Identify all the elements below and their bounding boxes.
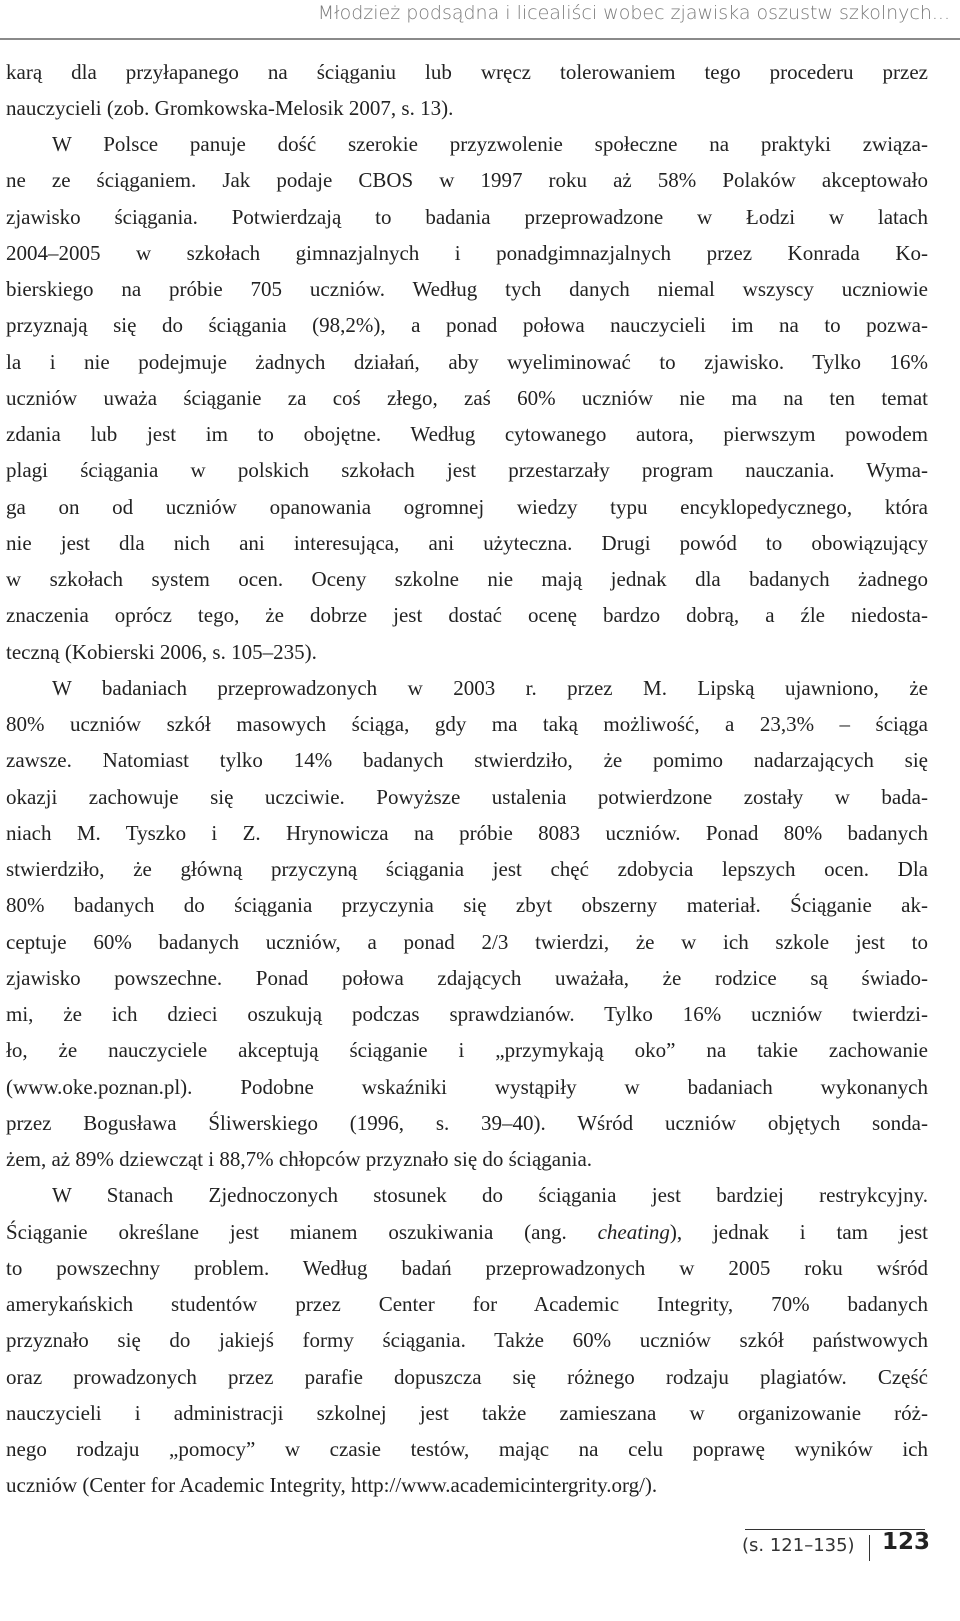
text-line: W Stanach Zjednoczonych stosunek do ściągania jest bardziej restrykcyjny. (52, 1183, 928, 1207)
text-line: znaczenia oprócz tego, że dobrze jest dostać ocenę bardzo dobrą, a źle niedosta- (6, 603, 928, 627)
page-range: (s. 121–135) (742, 1535, 855, 1556)
text-line: Ściąganie określane jest mianem oszukiwania (ang. cheating), jednak i tam jest (6, 1220, 928, 1244)
text-line: nauczycieli i administracji szkolnej jest także zamieszana w organizowanie róż- (6, 1401, 928, 1425)
text-line: niach M. Tyszko i Z. Hrynowicza na próbie 8083 uczniów. Ponad 80% badanych (6, 821, 928, 845)
text-line: ga on od uczniów opanowania ogromnej wiedzy typu encyklopedycznego, która (6, 495, 928, 519)
text-line: amerykańskich studentów przez Center for Academic Integrity, 70% badanych (6, 1292, 928, 1316)
text-line: zdania lub jest im to obojętne. Według cytowanego autora, pierwszym powodem (6, 422, 928, 446)
text-line: zjawisko powszechne. Ponad połowa zdających uważała, że rodzice są świado- (6, 966, 928, 990)
text-line: plagi ściągania w polskich szkołach jest przestarzały program nauczania. Wyma- (6, 458, 928, 482)
text-line: 80% badanych do ściągania przyczynia się zbyt obszerny materiał. Ściąganie ak- (6, 893, 928, 917)
text-line: zjawisko ściągania. Potwierdzają to badania przeprowadzone w Łodzi w latach (6, 205, 928, 229)
text-line: przyznało się do jakiejś formy ściągania. Także 60% uczniów szkół państwowych (6, 1328, 928, 1352)
text-line: ceptuje 60% badanych uczniów, a ponad 2/3 twierdzi, że w ich szkole jest to (6, 930, 928, 954)
text-line: karą dla przyłapanego na ściąganiu lub wręcz tolerowaniem tego procederu przez (6, 60, 928, 84)
text-line: bierskiego na próbie 705 uczniów. Według tych danych niemal wszyscy uczniowie (6, 277, 928, 301)
text-line: to powszechny problem. Według badań przeprowadzonych w 2005 roku wśród (6, 1256, 928, 1280)
text-line: uczniów uważa ściąganie za coś złego, zaś 60% uczniów nie ma na ten temat (6, 386, 928, 410)
text-line: oraz prowadzonych przez parafie dopuszcza się różnego rodzaju plagiatów. Część (6, 1365, 928, 1389)
text-line: w szkołach system ocen. Oceny szkolne nie mają jednak dla badanych żadnego (6, 567, 928, 591)
text-line: przyznają się do ściągania (98,2%), a ponad połowa nauczycieli im na to pozwa- (6, 313, 928, 337)
header-rule (0, 38, 960, 40)
page-number: 123 (882, 1529, 931, 1555)
running-header: Młodzież podsądna i licealiści wobec zjawiska oszustw szkolnych... (317, 2, 950, 24)
text-line: uczniów (Center for Academic Integrity, http://www.academicintergrity.org/). (6, 1473, 658, 1497)
text-line: 2004–2005 w szkołach gimnazjalnych i ponadgimnazjalnych przez Konrada Ko- (6, 241, 928, 265)
text-line: W Polsce panuje dość szerokie przyzwolenie społeczne na praktyki związa- (52, 132, 928, 156)
text-line: ne ze ściąganiem. Jak podaje CBOS w 1997 roku aż 58% Polaków akceptowało (6, 168, 928, 192)
text-line: okazji zachowuje się uczciwie. Powyższe ustalenia potwierdzone zostały w bada- (6, 785, 928, 809)
text-line: teczną (Kobierski 2006, s. 105–235). (6, 640, 317, 664)
foreign-term: cheating (597, 1220, 670, 1244)
text-line: mi, że ich dzieci oszukują podczas sprawdzianów. Tylko 16% uczniów twierdzi- (6, 1002, 928, 1026)
footer-separator (869, 1535, 870, 1561)
text-line: zawsze. Natomiast tylko 14% badanych stwierdziło, że pomimo nadarzających się (6, 748, 928, 772)
text-line: ło, że nauczyciele akceptują ściąganie i „przymykają oko” na takie zachowanie (6, 1038, 928, 1062)
text-line: nie jest dla nich ani interesująca, ani użyteczna. Drugi powód to obowiązujący (6, 531, 928, 555)
text-line: (www.oke.poznan.pl). Podobne wskaźniki wystąpiły w badaniach wykonanych (6, 1075, 928, 1099)
text-line: stwierdziło, że główną przyczyną ściągania jest chęć zdobycia lepszych ocen. Dla (6, 857, 928, 881)
text-line: nego rodzaju „pomocy” w czasie testów, mając na celu poprawę wyników ich (6, 1437, 928, 1461)
text-line: nauczycieli (zob. Gromkowska-Melosik 2007, s. 13). (6, 96, 454, 120)
text-line: 80% uczniów szkół masowych ściąga, gdy ma taką możliwość, a 23,3% – ściąga (6, 712, 928, 736)
text-line: W badaniach przeprowadzonych w 2003 r. przez M. Lipską ujawniono, że (52, 676, 928, 700)
text-line: przez Bogusława Śliwerskiego (1996, s. 39–40). Wśród uczniów objętych sonda- (6, 1111, 928, 1135)
text-line: żem, aż 89% dziewcząt i 88,7% chłopców przyznało się do ściągania. (6, 1147, 593, 1171)
text-line: la i nie podejmuje żadnych działań, aby wyeliminować to zjawisko. Tylko 16% (6, 350, 928, 374)
